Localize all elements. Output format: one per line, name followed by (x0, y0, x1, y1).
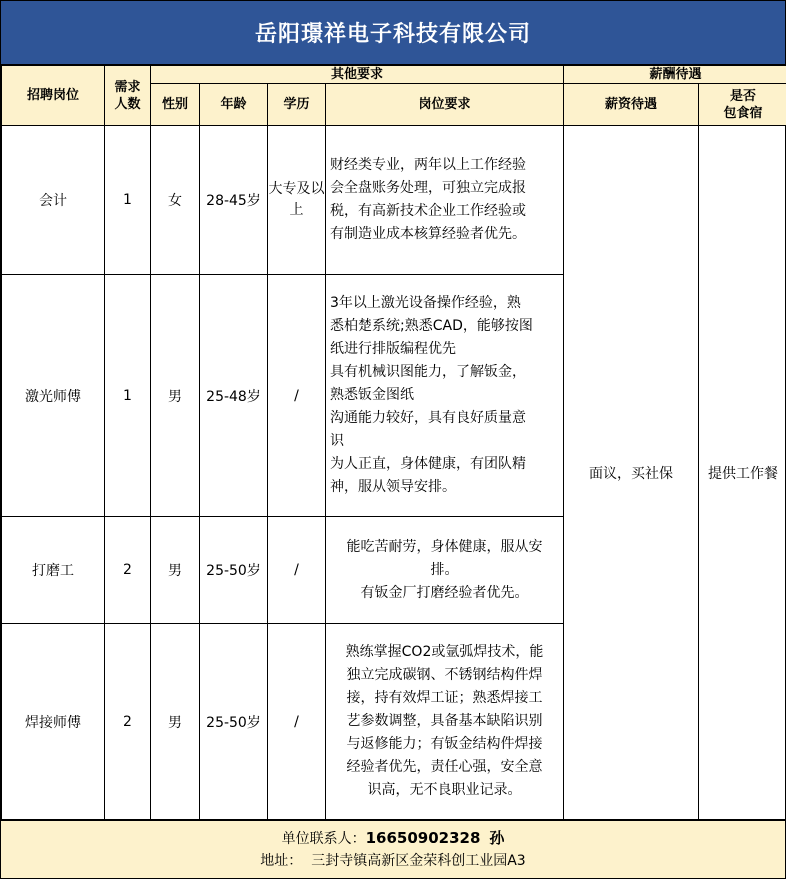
position-cell: 会计 (2, 126, 105, 275)
requirement-line: 有制造业成本核算经验者优先。 (330, 226, 526, 242)
count-cell: 1 (105, 126, 151, 275)
requirements-cell (326, 126, 564, 275)
education-cell: / (268, 624, 326, 820)
requirement-line: 会全盘账务处理，可独立完成报 (330, 180, 526, 196)
requirement-line: 3年以上激光设备操作经验，熟 (330, 295, 521, 311)
count-cell: 2 (105, 624, 151, 820)
age-cell: 25-50岁 (200, 624, 268, 820)
header-education: 学历 (268, 84, 326, 126)
requirement-line: 独立完成碳钢、不锈钢结构件焊 (346, 667, 543, 683)
contact-footer (1, 820, 785, 878)
header-count-line1: 需求 (114, 79, 141, 95)
contact-name: 孙 (489, 829, 505, 847)
requirement-line: 具有机械识图能力，了解钣金， (330, 364, 526, 380)
gender-cell: 男 (151, 517, 200, 624)
education-cell: 大专及以上 (268, 126, 326, 275)
requirements-cell (326, 517, 564, 624)
board-cell: 提供工作餐 (699, 126, 786, 820)
address-line (260, 850, 525, 872)
position-cell: 焊接师傅 (2, 624, 105, 820)
requirement-line: 排。 (430, 561, 459, 578)
gender-cell: 男 (151, 275, 200, 517)
requirement-line: 能吃苦耐劳，身体健康，服从安 (346, 538, 543, 555)
contact-line (282, 827, 505, 850)
requirement-line: 经验者优先，责任心强，安全意 (346, 759, 543, 775)
requirement-line: 接，持有效焊工证；熟悉焊接工 (346, 690, 543, 706)
contact-phone: 16650902328 (365, 829, 481, 847)
requirement-line: 有钣金厂打磨经验者优先。 (360, 584, 529, 601)
table-row (2, 126, 786, 275)
company-title: 岳阳璟祥电子科技有限公司 (1, 1, 785, 65)
contact-label: 单位联系人： (281, 831, 366, 847)
header-job-requirements: 岗位要求 (326, 84, 564, 126)
age-cell: 28-45岁 (200, 126, 268, 275)
salary-cell: 面议，买社保 (564, 126, 699, 820)
header-board-line2: 包食宿 (723, 105, 763, 121)
position-cell: 打磨工 (2, 517, 105, 624)
header-position: 招聘岗位 (2, 66, 105, 126)
requirement-line: 悉柏楚系统;熟悉CAD，能够按图 (330, 318, 533, 334)
header-count-line2: 人数 (114, 96, 141, 112)
gender-cell: 女 (151, 126, 200, 275)
requirement-line: 熟练掌握CO2或氩弧焊技术，能 (345, 644, 544, 660)
address-label: 地址： (260, 853, 303, 869)
requirement-line: 沟通能力较好，具有良好质量意 (330, 410, 526, 426)
requirement-line: 识 (330, 433, 344, 449)
requirement-line: 熟悉钣金图纸 (330, 387, 414, 403)
count-cell: 2 (105, 517, 151, 624)
recruitment-table (1, 65, 786, 820)
education-cell: / (268, 517, 326, 624)
header-gender: 性别 (151, 84, 200, 126)
header-age: 年龄 (200, 84, 268, 126)
requirement-line: 艺参数调整，具备基本缺陷识别 (346, 713, 543, 729)
header-count (105, 66, 151, 126)
age-cell: 25-50岁 (200, 517, 268, 624)
requirement-line: 与返修能力；有钣金结构件焊接 (346, 736, 543, 752)
requirement-line: 识高，无不良职业记录。 (367, 782, 522, 798)
requirement-line: 纸进行排版编程优先 (330, 341, 456, 357)
header-board-line1: 是否 (730, 88, 757, 104)
requirement-line: 为人正直，身体健康，有团队精 (330, 456, 526, 472)
requirement-line: 神，服从领导安排。 (330, 479, 456, 495)
header-other-requirements: 其他要求 (151, 66, 564, 84)
position-cell: 激光师傅 (2, 275, 105, 517)
header-salary: 薪资待遇 (564, 84, 699, 126)
education-cell: / (268, 275, 326, 517)
header-board (699, 84, 786, 126)
requirement-line: 税，有高新技术企业工作经验或 (330, 203, 526, 219)
requirements-cell (326, 275, 564, 517)
requirements-cell (326, 624, 564, 820)
gender-cell: 男 (151, 624, 200, 820)
address-text: 三封寺镇高新区金荣科创工业园A3 (311, 853, 526, 869)
count-cell: 1 (105, 275, 151, 517)
requirement-line: 财经类专业，两年以上工作经验 (330, 157, 526, 173)
age-cell: 25-48岁 (200, 275, 268, 517)
header-salary-group: 薪酬待遇 (564, 66, 786, 84)
